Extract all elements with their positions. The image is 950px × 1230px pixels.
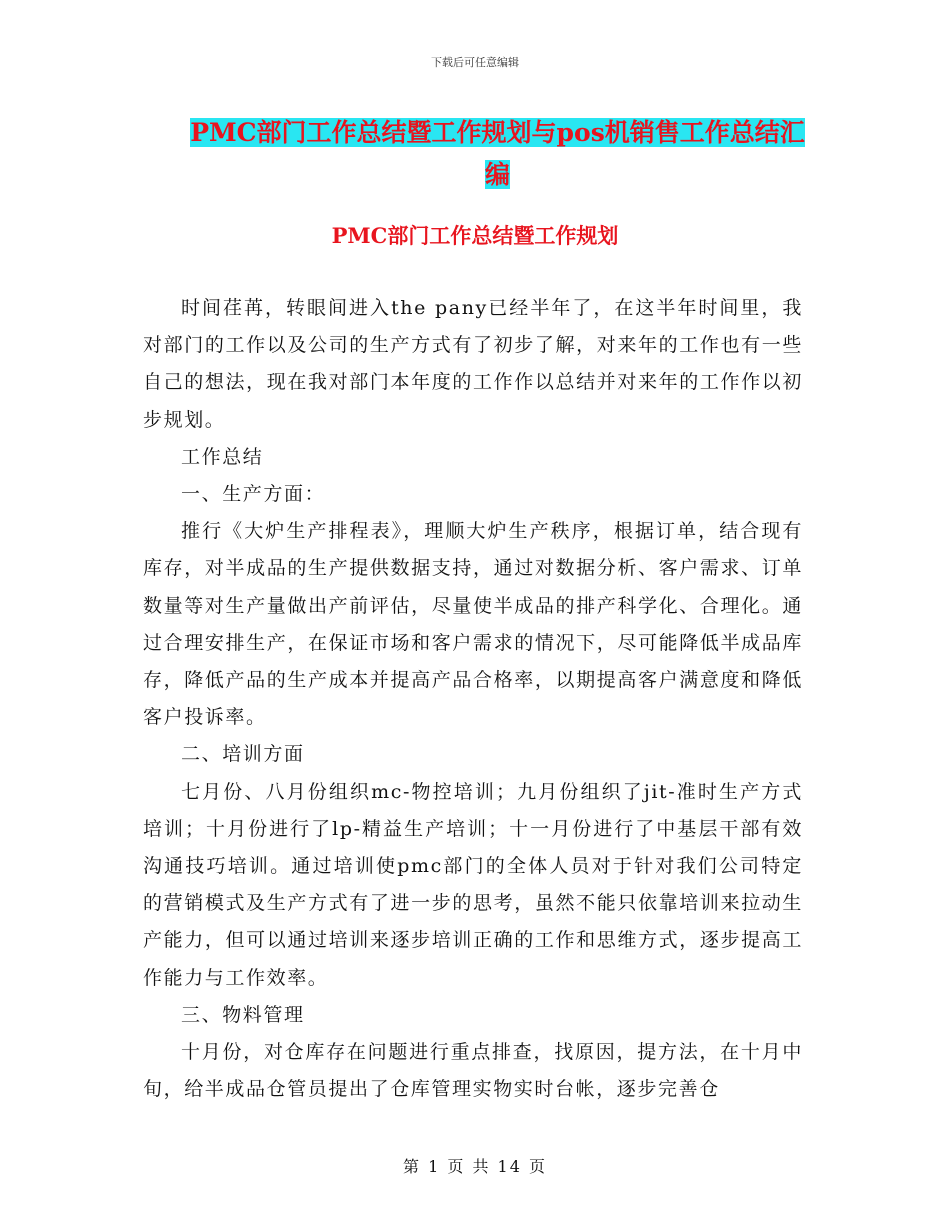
paragraph-heading: 二、培训方面 — [181, 743, 305, 766]
paragraph-heading: 工作总结 — [181, 445, 264, 468]
paragraph-heading: 一、生产方面： — [181, 483, 326, 506]
paragraph: 七月份、八月份组织mc-物控培训；九月份组织了jit-准时生产方式培训；十月份进行了lp-精益生产培训；十一月份进行了中基层干部有效沟通技巧培训。通过培训使pmc部门的全体人员对于针对我们公司特定的营销模式及生产方式有了进一步的思考，虽然不能只依靠培训来拉动生产能力，但可以通过培训来逐步培训正确的工作和思维方式，逐步提高工作能力与工作效率。 — [143, 780, 803, 989]
title-line-2: 编 — [484, 160, 510, 189]
header-note: 下载后可任意编辑 — [431, 56, 519, 69]
paragraph: 时间荏苒，转眼间进入the pany已经半年了，在这半年时间里，我对部门的工作以及公司的生产方式有了初步了解，对来年的工作也有一些自己的想法，现在我对部门本年度的工作作以总结并对来年的工作作以初步规划。 — [143, 297, 803, 431]
paragraph: 十月份，对仓库存在问题进行重点排查，找原因，提方法，在十月中旬，给半成品仓管员提出了仓库管理实物实时台帐，逐步完善仓 — [143, 1041, 803, 1101]
paragraph-heading: 三、物料管理 — [181, 1003, 305, 1026]
title-line-1: PMC部门工作总结暨工作规划与pos机销售工作总结汇 — [190, 118, 805, 147]
page-footer: 第 1 页 共 14 页 — [403, 1157, 547, 1176]
section-title: PMC部门工作总结暨工作规划 — [331, 223, 619, 248]
paragraph: 推行《大炉生产排程表》，理顺大炉生产秩序，根据订单，结合现有库存，对半成品的生产提供数据支持，通过对数据分析、客户需求、订单数量等对生产量做出产前评估，尽量使半成品的排产科学化、合理化。通过合理安排生产，在保证市场和客户需求的情况下，尽可能降低半成品库存，降低产品的生产成本并提高产品合格率，以期提高客户满意度和降低客户投诉率。 — [143, 520, 803, 729]
body-text — [143, 290, 803, 1108]
document-title — [185, 112, 810, 196]
